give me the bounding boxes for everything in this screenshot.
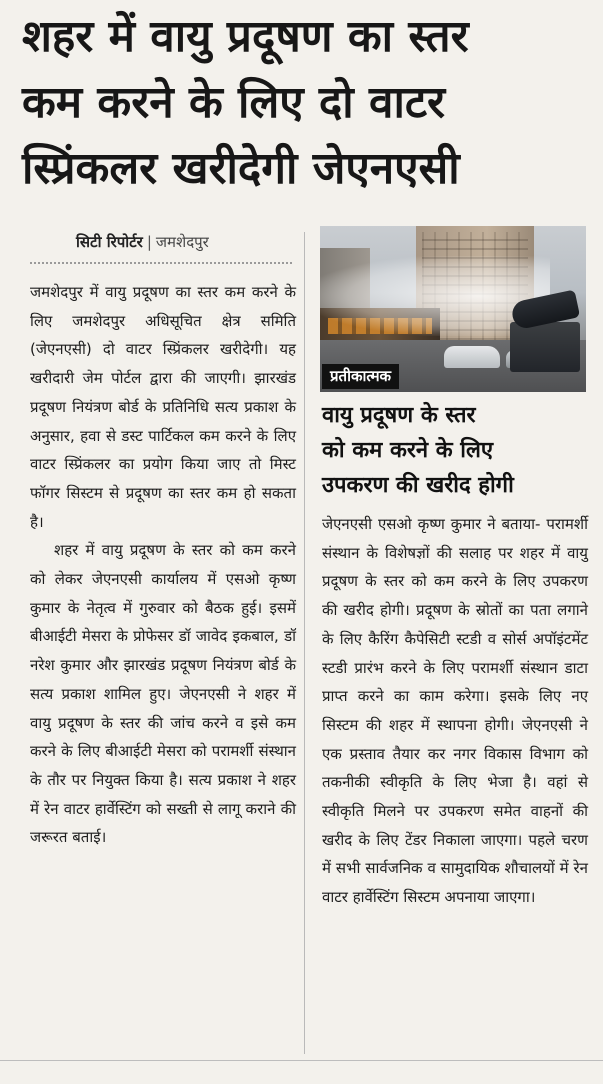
headline-line-3: स्प्रिंकलर खरीदेगी जेएनएसी (22, 143, 460, 194)
subhead-line-3: उपकरण की खरीद होगी (322, 473, 514, 498)
photo-caption-tag: प्रतीकात्मक (322, 364, 399, 389)
byline-separator: | (146, 233, 152, 251)
byline (76, 232, 209, 252)
column-divider (304, 232, 305, 1054)
bottom-divider (0, 1060, 603, 1061)
subhead-line-1: वायु प्रदूषण के स्तर (322, 403, 476, 428)
headline-line-2: कम करने के लिए दो वाटर (22, 77, 446, 128)
byline-reporter: सिटी रिपोर्टर (76, 233, 143, 251)
headline (22, 4, 588, 202)
mist-truck (510, 322, 580, 372)
left-paragraph-1: जमशेदपुर में वायु प्रदूषण का स्तर कम करने के लिए जमशेदपुर अधिसूचित क्षेत्र समिति (जेएनएसी) दो वाटर स्प्रिंकलर खरीदेगी। यह खरीदारी जेम पोर्टल द्वारा की जाएगी। झारखंड प्रदूषण नियंत्रण बोर्ड के प्रतिनिधि सत्य प्रकाश के अनुसार, हवा से डस्ट पार्टिकल कम करने के लिए वाटर स्प्रिंकलर का प्रयोग किया जाए तो मिस्ट फॉगर सिस्टम से प्रदूषण का स्तर कम हो सकता है। (30, 283, 296, 531)
left-paragraph-2: शहर में वायु प्रदूषण के स्तर को कम करने को लेकर जेएनएसी कार्यालय में एसओ कृष्ण कुमार के नेतृत्व में गुरुवार को बैठक हुई। इसमें बीआईटी मेसरा के प्रोफेसर डॉ जावेद इकबाल, डॉ नरेश कुमार और झारखंड प्रदूषण नियंत्रण बोर्ड के सत्य प्रकाश शामिल हुए। जेएनएसी ने शहर में वायु प्रदूषण के स्तर की जांच करने व इसे कम करने के लिए बीआईटी मेसरा को परामर्शी संस्थान के तौर पर नियुक्त किया है। सत्य प्रकाश ने शहर में रेन वाटर हार्वेस्टिंग को सख्ती से लागू कराने की जरूरत बताई। (30, 541, 296, 847)
subheadline (322, 398, 592, 503)
right-column-body: जेएनएसी एसओ कृष्ण कुमार ने बताया- परामर्शी संस्थान के विशेषज्ञों की सलाह पर शहर में वायु प्रदूषण के स्तर को कम करने के लिए उपकरण की खरीद होगी। प्रदूषण के स्रोतों का पता लगाने के लिए कैरिंग कैपेसिटी स्टडी व सोर्स अपॉइंटमेंट स्टडी प्रारंभ करने के लिए परामर्शी संस्थान डाटा प्राप्त करने का काम करेगा। इसके लिए नए सिस्टम की शहर में स्थापना होगी। जेएनएसी ने एक प्रस्ताव तैयार कर नगर विकास विभाग को तकनीकी स्वीकृति के लिए भेजा है। वहां से स्वीकृति मिलने पर उपकरण समेत वाहनों की खरीद के लिए टेंडर निकाला जाएगा। पहले चरण में सभी सार्वजनिक व सामुदायिक शौचालयों में रेन वाटर हार्वेस्टिंग सिस्टम अपनाया जाएगा। (322, 515, 588, 907)
byline-place: जमशेदपुर (155, 233, 209, 251)
left-column-body (30, 278, 296, 852)
subhead-line-2: को कम करने के लिए (322, 438, 494, 463)
headline-line-1: शहर में वायु प्रदूषण का स्तर (22, 11, 469, 62)
byline-dotted-divider (30, 262, 292, 264)
